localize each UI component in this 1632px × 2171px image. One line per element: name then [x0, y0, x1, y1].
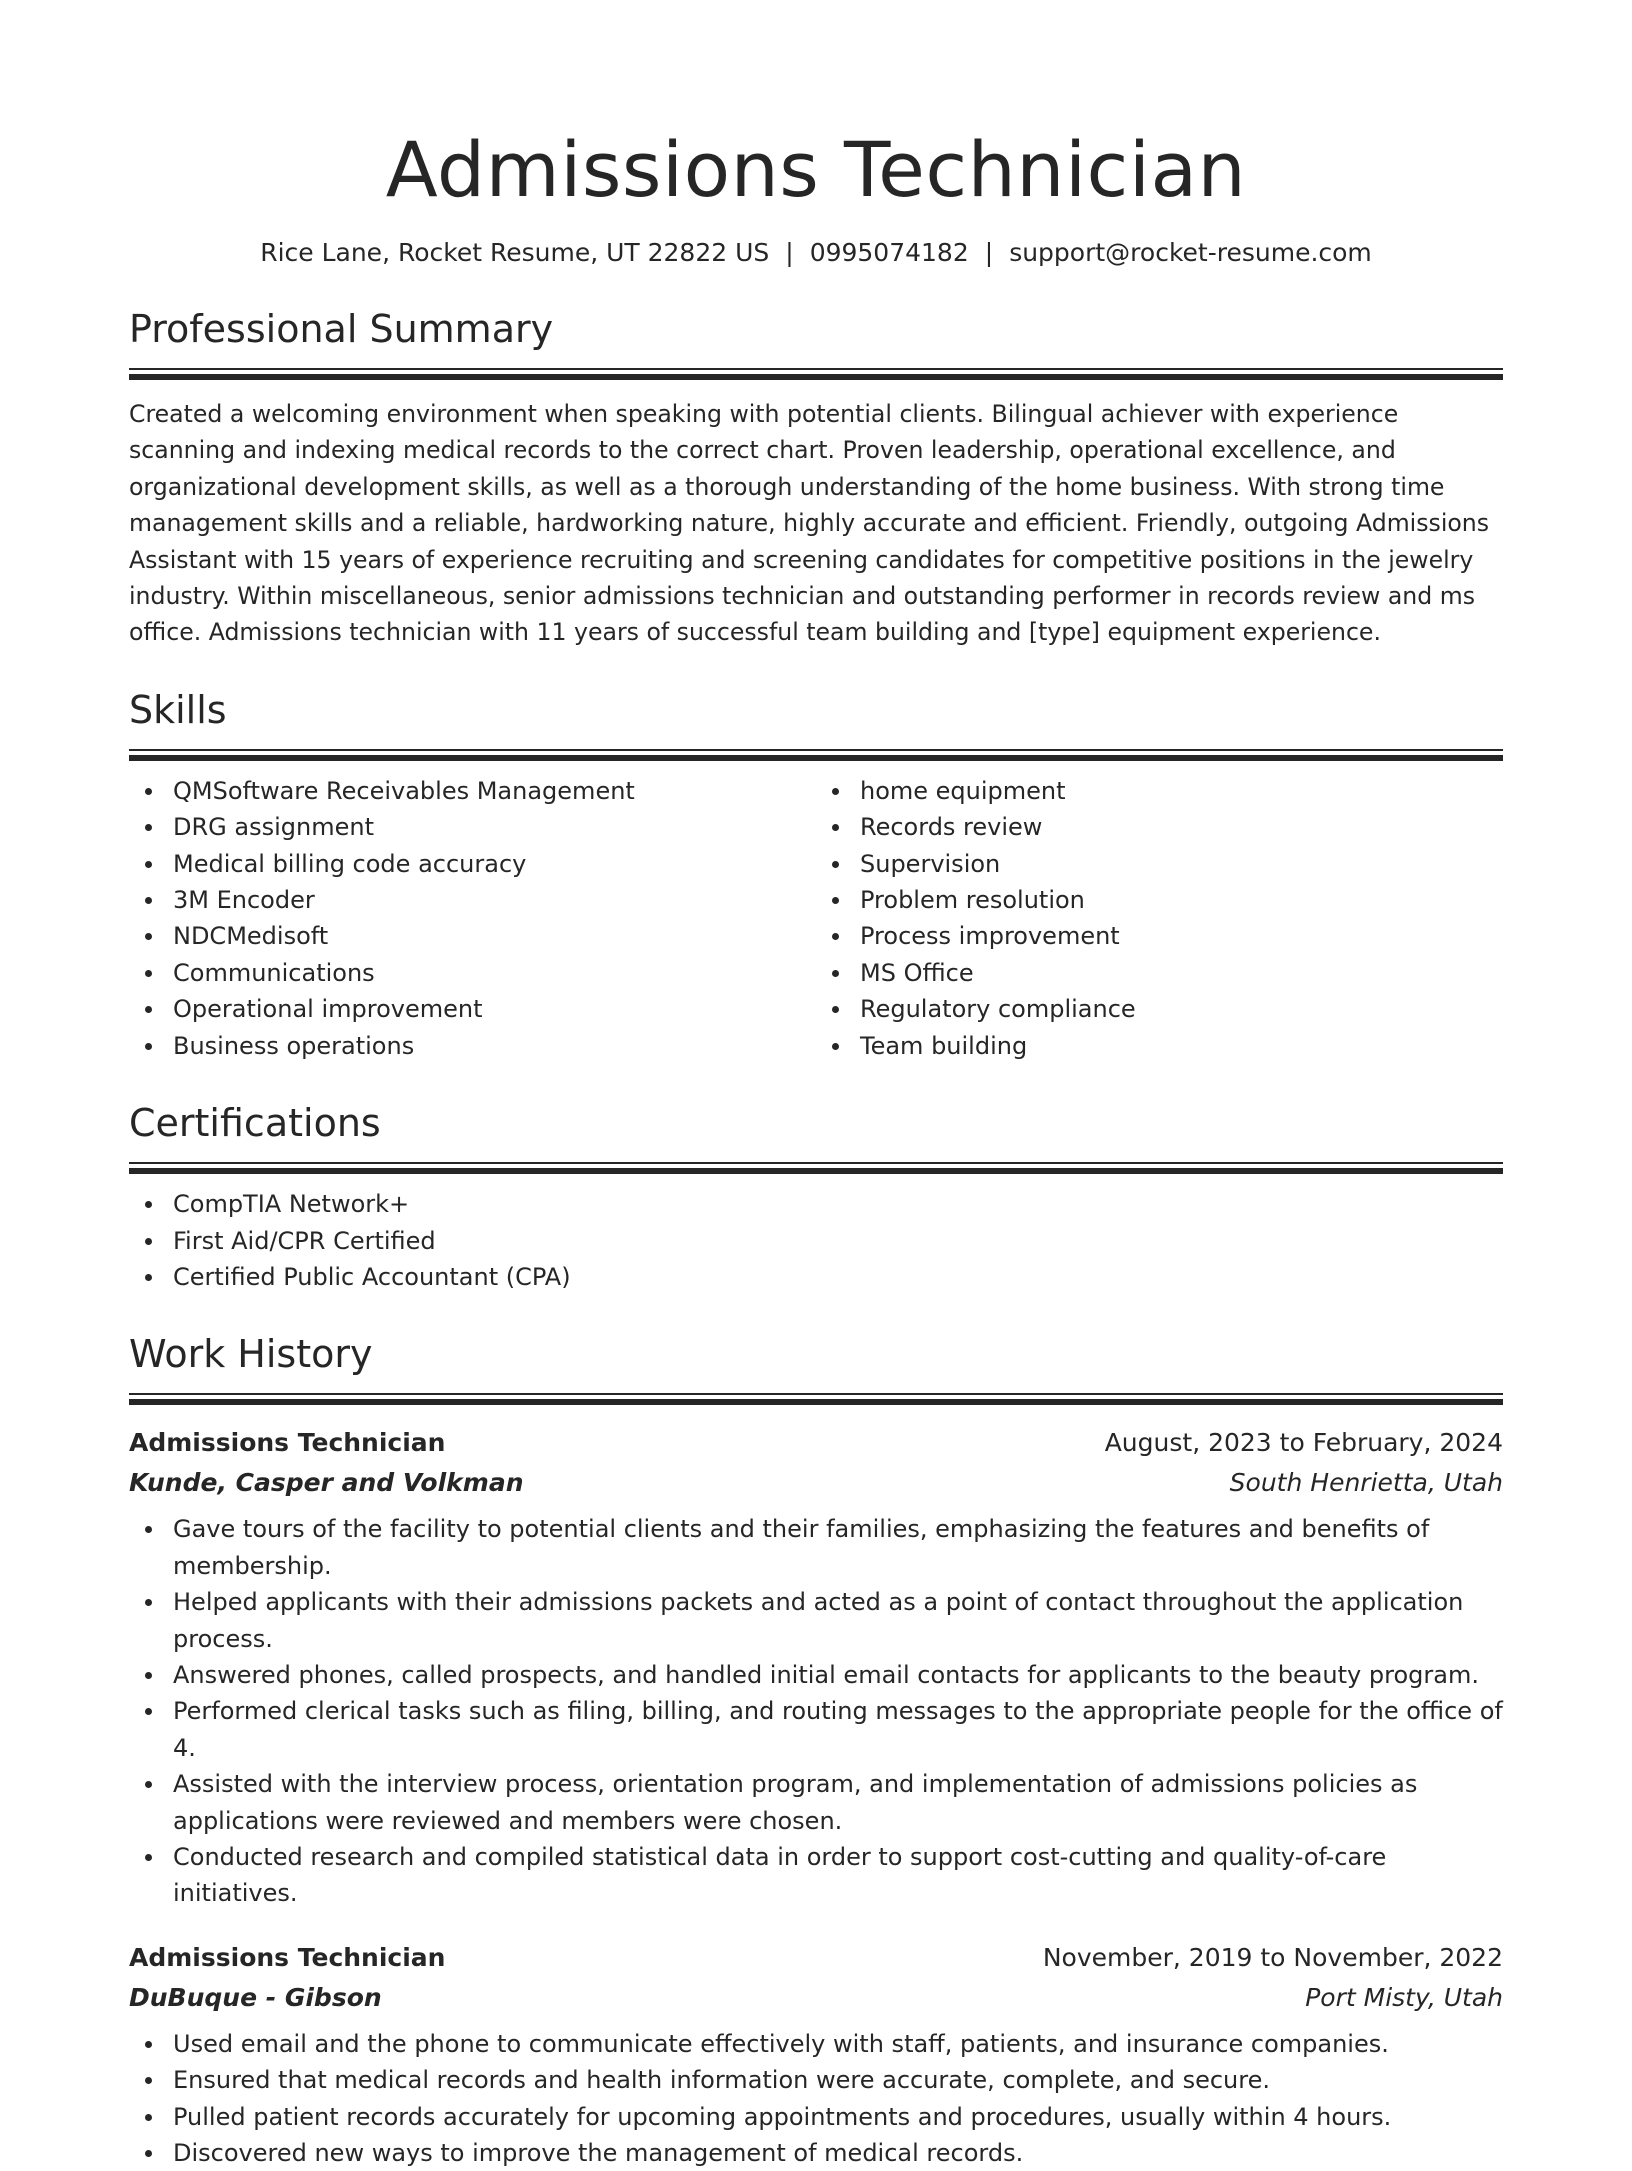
job-bullets: [129, 2026, 1503, 2171]
job-header: [129, 1938, 1503, 1978]
job-bullets: [129, 1511, 1503, 1911]
job-bullet: Gave tours of the facility to potential clients and their families, emphasizing the features and benefits of membership.: [129, 1511, 1503, 1584]
skill-item: MS Office: [816, 955, 1503, 991]
job-title: Admissions Technician: [129, 1942, 446, 1972]
job-bullet: Discovered new ways to improve the management of medical records.: [129, 2135, 1503, 2171]
certifications-section: [129, 1098, 1503, 1295]
skills-list-right: [816, 773, 1503, 1064]
job-bullet: Conducted research and compiled statistical data in order to support cost-cutting and quality-of-care initiatives.: [129, 1839, 1503, 1912]
skill-item: Operational improvement: [129, 991, 816, 1027]
certification-item: First Aid/CPR Certified: [129, 1223, 1503, 1259]
job-bullet: Pulled patient records accurately for upcoming appointments and procedures, usually within 4 hours.: [129, 2099, 1503, 2135]
contact-phone: 0995074182: [809, 238, 969, 267]
job-subheader: [129, 1978, 1503, 2018]
skill-item: NDCMedisoft: [129, 918, 816, 954]
job-bullet: Performed clerical tasks such as filing, billing, and routing messages to the appropriate people for the office of 4.: [129, 1693, 1503, 1766]
skills-grid: [129, 761, 1503, 1064]
job-company: Kunde, Casper and Volkman: [129, 1468, 524, 1498]
skill-item: Communications: [129, 955, 816, 991]
skill-item: home equipment: [816, 773, 1503, 809]
resume-name: Admissions Technician: [385, 125, 1247, 214]
contact-line: [129, 236, 1503, 270]
job-dates: August, 2023 to February, 2024: [1104, 1428, 1503, 1458]
job-dates: November, 2019 to November, 2022: [1042, 1942, 1503, 1972]
skill-item: Regulatory compliance: [816, 991, 1503, 1027]
contact-email: support@rocket-resume.com: [1009, 238, 1372, 267]
section-divider: [129, 1393, 1503, 1405]
skills-section: [129, 685, 1503, 1064]
job-entry: [129, 1423, 1503, 1911]
job-bullet: Helped applicants with their admissions packets and acted as a point of contact throughout the application process.: [129, 1584, 1503, 1657]
job-location: Port Misty, Utah: [1305, 1982, 1503, 2012]
certifications-list: [129, 1186, 1503, 1295]
section-divider: [129, 749, 1503, 761]
skill-item: DRG assignment: [129, 809, 816, 845]
certification-item: CompTIA Network+: [129, 1186, 1503, 1222]
section-title-certifications: Certifications: [129, 1101, 381, 1146]
skill-item: 3M Encoder: [129, 882, 816, 918]
section-divider: [129, 368, 1503, 380]
skill-item: Medical billing code accuracy: [129, 846, 816, 882]
job-entry: [129, 1938, 1503, 2171]
skill-item: Process improvement: [816, 918, 1503, 954]
job-subheader: [129, 1463, 1503, 1503]
job-company: DuBuque - Gibson: [129, 1982, 382, 2012]
work-history-section: [129, 1329, 1503, 2171]
summary-text: Created a welcoming environment when speaking with potential clients. Bilingual achiever with experience scanning and indexing medical records to the correct chart. Proven leadership, operational excellence, and organizational development skills, as well as a thorough understanding of the home business. With strong time management skills and a reliable, hardworking nature, highly accurate and efficient. Friendly, outgoing Admissions Assistant with 15 years of experience recruiting and screening candidates for competitive positions in the jewelry industry. Within miscellaneous, senior admissions technician and outstanding performer in records review and ms office. Admissions technician with 11 years of successful team building and [type] equipment experience.: [129, 400, 1490, 647]
job-bullet: Ensured that medical records and health information were accurate, complete, and secure.: [129, 2062, 1503, 2098]
skill-item: QMSoftware Receivables Management: [129, 773, 816, 809]
contact-separator: |: [984, 238, 994, 267]
section-divider: [129, 1162, 1503, 1174]
skill-item: Team building: [816, 1028, 1503, 1064]
job-bullet: Answered phones, called prospects, and handled initial email contacts for applicants to the beauty program.: [129, 1657, 1503, 1693]
job-bullet: Assisted with the interview process, orientation program, and implementation of admissions policies as applications were reviewed and members were chosen.: [129, 1766, 1503, 1839]
section-title-summary: Professional Summary: [129, 307, 554, 351]
section-title-work-history: Work History: [129, 1332, 373, 1377]
job-header: [129, 1423, 1503, 1463]
skill-item: Problem resolution: [816, 882, 1503, 918]
skills-list-left: [129, 773, 816, 1064]
job-bullet: Used email and the phone to communicate effectively with staff, patients, and insurance companies.: [129, 2026, 1503, 2062]
section-title-skills: Skills: [129, 687, 227, 732]
certification-item: Certified Public Accountant (CPA): [129, 1259, 1503, 1295]
skill-item: Supervision: [816, 846, 1503, 882]
summary-section: [129, 304, 1503, 651]
contact-separator: |: [785, 238, 794, 267]
job-location: South Henrietta, Utah: [1229, 1468, 1503, 1498]
skill-item: Business operations: [129, 1028, 816, 1064]
job-title: Admissions Technician: [129, 1428, 446, 1458]
contact-address: Rice Lane, Rocket Resume, UT 22822 US: [260, 238, 770, 267]
skill-item: Records review: [816, 809, 1503, 845]
